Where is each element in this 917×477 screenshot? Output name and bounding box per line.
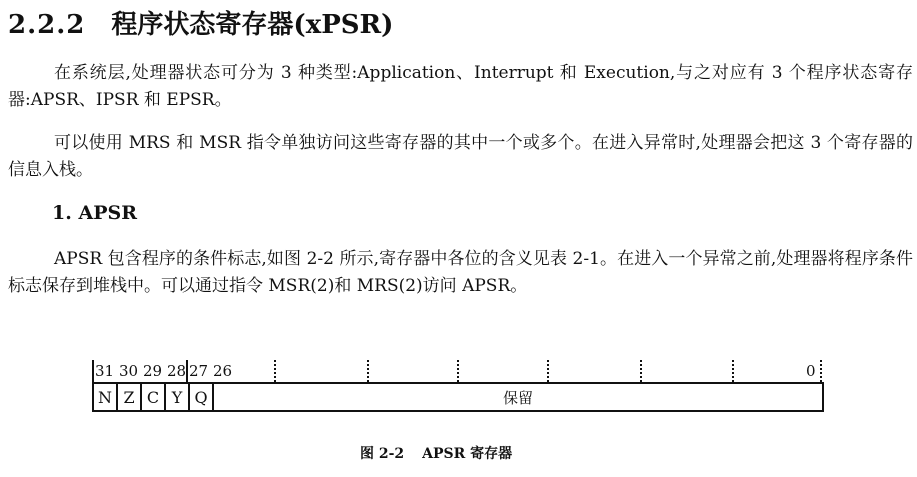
paragraph-mrs-msr: 可以使用 MRS 和 MSR 指令单独访问这些寄存器的其中一个或多个。在进入异常时,处理器会把这 3 个寄存器的信息入栈。 bbox=[8, 133, 913, 180]
bit-number-row bbox=[92, 360, 824, 382]
bit-tick-dotted bbox=[640, 360, 642, 382]
subsection-number: 1. bbox=[52, 202, 72, 224]
bit-label-31: 31 bbox=[95, 362, 115, 380]
paragraph-processor-states: 在系统层,处理器状态可分为 3 种类型:Application、Interrupt 和 Execution,与之对应有 3 个程序状态寄存器:APSR、IPSR 和 EPSR。 bbox=[8, 63, 913, 110]
bit-label-0: 0 bbox=[806, 362, 816, 380]
field-q: Q bbox=[190, 384, 214, 410]
bit-label-28: 28 bbox=[167, 362, 187, 380]
bit-label-27: 27 bbox=[189, 362, 209, 380]
bit-tick-dotted bbox=[457, 360, 459, 382]
subsection-heading bbox=[52, 202, 137, 224]
bit-tick bbox=[186, 360, 188, 382]
paragraph-apsr: APSR 包含程序的条件标志,如图 2-2 所示,寄存器中各位的含义见表 2-1。在进入一个异常之前,处理器将程序条件标志保存到堆栈中。可以通过指令 MSR(2)和 MRS(2)访问 APSR。 bbox=[8, 249, 913, 296]
figure-label: 图 2-2 bbox=[360, 446, 405, 462]
bit-tick bbox=[92, 360, 94, 382]
bit-tick-dotted bbox=[547, 360, 549, 382]
bit-label-30: 30 bbox=[119, 362, 139, 380]
figure-caption bbox=[360, 443, 512, 463]
field-c: C bbox=[142, 384, 166, 410]
field-y: Y bbox=[166, 384, 190, 410]
field-reserved: 保留 bbox=[502, 388, 533, 407]
section-heading bbox=[8, 4, 393, 41]
subsection-title: APSR bbox=[78, 202, 138, 224]
apsr-register-diagram bbox=[92, 360, 824, 412]
bit-label-29: 29 bbox=[143, 362, 163, 380]
figure-title: APSR 寄存器 bbox=[422, 446, 513, 462]
bit-tick-dotted bbox=[367, 360, 369, 382]
section-title: 程序状态寄存器(xPSR) bbox=[111, 10, 394, 40]
bit-tick-dotted bbox=[732, 360, 734, 382]
register-box bbox=[92, 382, 824, 412]
bit-label-26: 26 bbox=[213, 362, 233, 380]
field-n: N bbox=[94, 384, 118, 410]
section-number: 2.2.2 bbox=[8, 10, 86, 40]
bit-tick-dotted bbox=[274, 360, 276, 382]
bit-tick-dotted bbox=[820, 360, 822, 382]
field-z: Z bbox=[118, 384, 142, 410]
